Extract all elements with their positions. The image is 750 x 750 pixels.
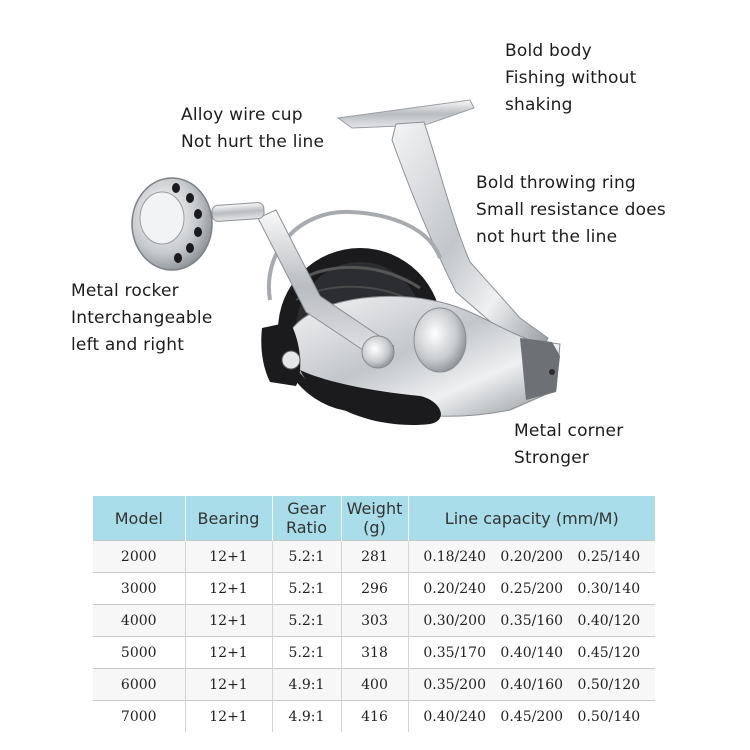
cell-gear-ratio: 4.9:1 bbox=[272, 669, 341, 701]
cell-gear-ratio: 5.2:1 bbox=[272, 573, 341, 605]
cell-gear-ratio: 5.2:1 bbox=[272, 637, 341, 669]
cell-model: 3000 bbox=[93, 573, 185, 605]
header-line: Weight bbox=[346, 499, 403, 518]
cell-line-capacity: 0.35/200 0.40/160 0.50/120 bbox=[408, 669, 655, 701]
header-line: Ratio bbox=[285, 518, 328, 537]
callout-line: Fishing without bbox=[505, 68, 637, 88]
cell-line-capacity: 0.30/200 0.35/160 0.40/120 bbox=[408, 605, 655, 637]
callout-line: Interchangeable bbox=[71, 308, 213, 328]
cell-gear-ratio: 4.9:1 bbox=[272, 701, 341, 733]
table-row bbox=[93, 573, 655, 605]
header-line: Gear bbox=[287, 499, 326, 518]
callout-line: Metal corner bbox=[514, 421, 624, 441]
cell-bearing: 12+1 bbox=[185, 637, 272, 669]
cell-model: 7000 bbox=[93, 701, 185, 733]
cell-weight: 281 bbox=[341, 541, 408, 573]
callout-line: Not hurt the line bbox=[181, 132, 325, 152]
cell-bearing: 12+1 bbox=[185, 701, 272, 733]
table-header-row bbox=[93, 496, 655, 541]
spec-table bbox=[93, 496, 655, 732]
header-line-capacity: Line capacity (mm/M) bbox=[408, 496, 655, 541]
table-row bbox=[93, 541, 655, 573]
cell-weight: 303 bbox=[341, 605, 408, 637]
callout-line: shaking bbox=[505, 95, 573, 115]
cell-line-capacity: 0.20/240 0.25/200 0.30/140 bbox=[408, 573, 655, 605]
callout-bold-body bbox=[505, 38, 637, 119]
header-weight bbox=[341, 496, 408, 541]
cell-model: 6000 bbox=[93, 669, 185, 701]
callout-wire-cup bbox=[181, 102, 324, 156]
cell-weight: 400 bbox=[341, 669, 408, 701]
callout-line: Bold throwing ring bbox=[476, 173, 636, 193]
cell-weight: 416 bbox=[341, 701, 408, 733]
cell-gear-ratio: 5.2:1 bbox=[272, 541, 341, 573]
callout-metal-corner bbox=[514, 418, 623, 472]
cell-weight: 296 bbox=[341, 573, 408, 605]
callout-line: not hurt the line bbox=[476, 227, 618, 247]
cell-bearing: 12+1 bbox=[185, 605, 272, 637]
callout-metal-rocker bbox=[71, 278, 212, 359]
callout-line: Metal rocker bbox=[71, 281, 179, 301]
table-row bbox=[93, 701, 655, 733]
header-line: (g) bbox=[363, 518, 386, 537]
table-row bbox=[93, 669, 655, 701]
header-gear-ratio bbox=[272, 496, 341, 541]
cell-line-capacity: 0.18/240 0.20/200 0.25/140 bbox=[408, 541, 655, 573]
callout-line: Bold body bbox=[505, 41, 592, 61]
cell-gear-ratio: 5.2:1 bbox=[272, 605, 341, 637]
cell-bearing: 12+1 bbox=[185, 573, 272, 605]
callout-line: Stronger bbox=[514, 448, 590, 468]
cell-model: 5000 bbox=[93, 637, 185, 669]
cell-model: 2000 bbox=[93, 541, 185, 573]
callout-line: Alloy wire cup bbox=[181, 105, 303, 125]
cell-line-capacity: 0.35/170 0.40/140 0.45/120 bbox=[408, 637, 655, 669]
header-model: Model bbox=[93, 496, 185, 541]
cell-bearing: 12+1 bbox=[185, 541, 272, 573]
table-row bbox=[93, 637, 655, 669]
cell-model: 4000 bbox=[93, 605, 185, 637]
callout-line: left and right bbox=[71, 335, 185, 355]
header-bearing: Bearing bbox=[185, 496, 272, 541]
cell-line-capacity: 0.40/240 0.45/200 0.50/140 bbox=[408, 701, 655, 733]
cell-weight: 318 bbox=[341, 637, 408, 669]
callout-line: Small resistance does bbox=[476, 200, 666, 220]
callout-throwing-ring bbox=[476, 170, 666, 251]
table-row bbox=[93, 605, 655, 637]
cell-bearing: 12+1 bbox=[185, 669, 272, 701]
